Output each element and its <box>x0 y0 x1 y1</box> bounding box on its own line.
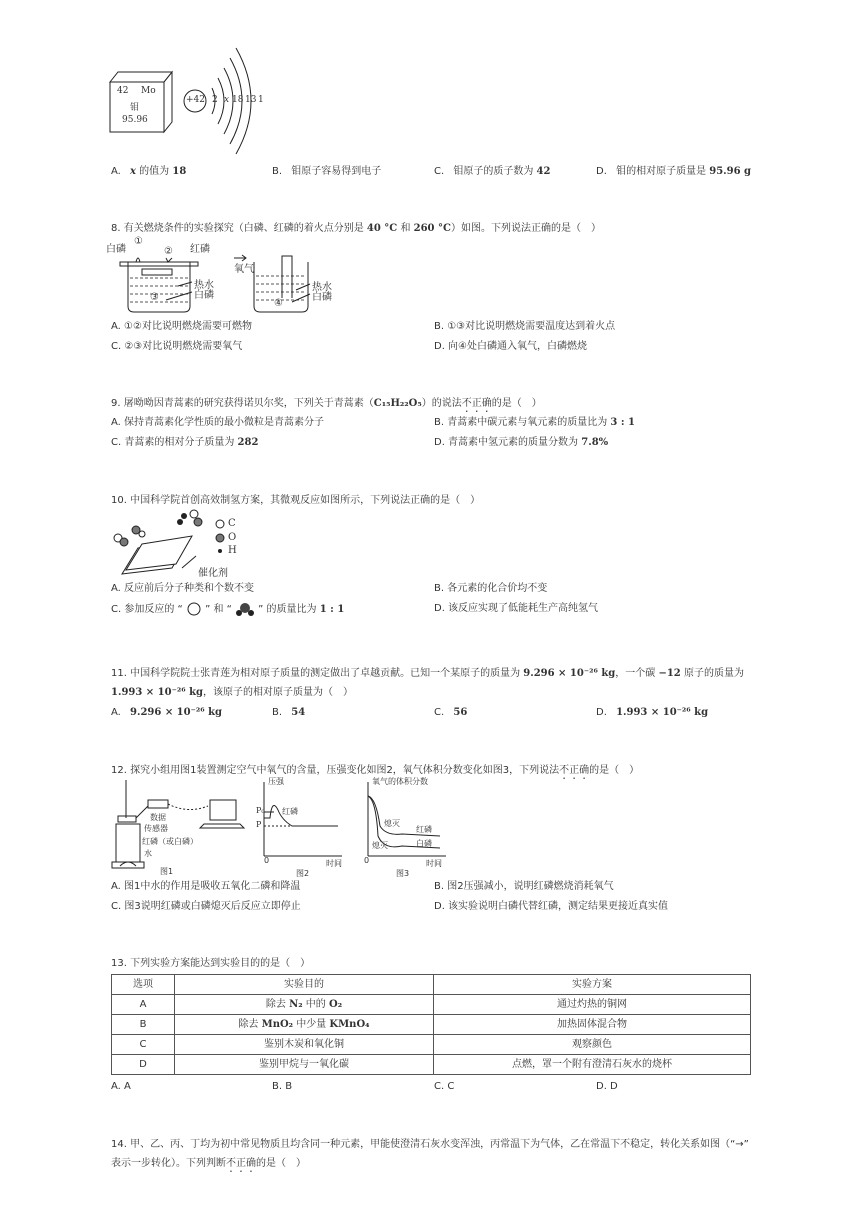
table-cell-plan: 点燃，罩一个附有澄清石灰水的烧杯 <box>434 1055 751 1075</box>
q12-option-a[interactable]: A. 图1中水的作用是吸收五氧化二磷和降温 <box>111 881 301 892</box>
q14-stem-line1: 14. 甲、乙、丙、丁均为初中常见物质且均含同一种元素，甲能使澄清石灰水变浑浊，丙常温下为气体，乙在常温下不稳定，转化关系如图（“→” <box>111 1139 749 1150</box>
q12-fig3-origin: 0 <box>364 856 370 865</box>
q11-stem-line1: 11. 中国科学院院士张青莲为相对原子质量的测定做出了卓越贡献。已知一个某原子的质量为 9.296 × 10⁻²⁶ kg，一个碳 −12 原子的质量为 <box>111 668 744 679</box>
q12-option-c[interactable]: C. 图3说明红磷或白磷熄灭后反应立即停止 <box>111 901 301 912</box>
q12-fig1-sensor2: 传感器 <box>144 824 168 833</box>
q8-label-white-p2: 白磷 <box>194 290 214 301</box>
q12-fig3-label: 图3 <box>396 869 410 878</box>
q14-stem-line2: 表示一步转化）。下列判断不正确的是（ ） <box>111 1158 306 1169</box>
table-header-option: 选项 <box>112 975 175 995</box>
q11-stem-line2: 1.993 × 10⁻²⁶ kg，该原子的相对原子质量为（ ） <box>111 687 354 698</box>
q10-catalyst-label: 催化剂 <box>198 568 228 579</box>
table-cell-goal: 鉴别木炭和氧化铜 <box>175 1035 434 1055</box>
element-box <box>108 70 171 134</box>
shell-3-count: 18 <box>232 95 244 105</box>
q12-fig2-p0: P₀ <box>256 806 265 815</box>
table-cell-plan: 观察颜色 <box>434 1035 751 1055</box>
q12-fig3-out2: 熄灭 <box>372 841 388 850</box>
q8-label-c4: ④ <box>274 298 283 309</box>
q10-option-a[interactable]: A. 反应前后分子种类和个数不变 <box>111 583 255 594</box>
table-cell-option: D <box>112 1055 175 1075</box>
q12-fig2-origin: 0 <box>264 856 270 865</box>
q8-label-hot-water2: 热水 <box>312 282 332 293</box>
table-header-row <box>112 975 751 995</box>
q12-fig2-ylabel: 压强 <box>268 777 284 786</box>
table-row <box>112 1035 751 1055</box>
q10-legend-c: C <box>228 518 236 529</box>
q12-figure-1 <box>108 778 248 878</box>
q11-option-c[interactable]: C. 56 <box>434 707 468 718</box>
q12-fig2-label: 图2 <box>296 869 310 878</box>
q9-stem: 9. 屠呦呦因青蒿素的研究获得诺贝尔奖，下列关于青蒿素（C₁₅H₂₂O₅）的说法不正确的是（ ） <box>111 398 542 409</box>
q10-legend-h: H <box>228 545 237 556</box>
q12-fig2-curve: 红磷 <box>282 807 298 816</box>
q8-option-a[interactable]: A. ①②对比说明燃烧需要可燃物 <box>111 321 252 332</box>
q7-var-x: x <box>130 166 136 177</box>
shell-5-count: 1 <box>258 95 264 105</box>
q12-fig1-red-p: 红磷（或白磷） <box>142 837 198 846</box>
q10-stem: 10. 中国科学院首创高效制氢方案，其微观反应如图所示，下列说法正确的是（ ） <box>111 495 481 506</box>
q11-option-b[interactable]: B. 54 <box>272 707 306 718</box>
q8-option-c[interactable]: C. ②③对比说明燃烧需要氧气 <box>111 341 243 352</box>
q8-label-white-p: 白磷 <box>106 244 126 255</box>
table-row <box>112 995 751 1015</box>
nucleus-charge: +42 <box>186 95 205 105</box>
q11-option-d[interactable]: D. 1.993 × 10⁻²⁶ kg <box>596 707 709 718</box>
q13-stem: 13. 下列实验方案能达到实验目的的是（ ） <box>111 958 311 969</box>
table-cell-plan: 加热固体混合物 <box>434 1015 751 1035</box>
q12-option-b[interactable]: B. 图2压强减小，说明红磷燃烧消耗氧气 <box>434 881 614 892</box>
q9-option-b[interactable]: B. 青蒿素中碳元素与氧元素的质量比为 3 : 1 <box>434 417 635 428</box>
q10-option-d[interactable]: D. 该反应实现了低能耗生产高纯氢气 <box>434 603 599 614</box>
q8-label-oxygen: 氧气 <box>234 264 254 275</box>
q7-option-a[interactable]: A. x 的值为 18 <box>111 166 187 177</box>
q12-fig2-xlabel: 时间 <box>326 859 342 868</box>
q13-option-d[interactable]: D. D <box>596 1081 618 1092</box>
table-cell-plan: 通过灼热的铜网 <box>434 995 751 1015</box>
q12-fig3-white: 白磷 <box>416 839 432 848</box>
q13-table <box>111 974 751 1075</box>
q12-figure-3-oxygen-chart <box>362 776 452 880</box>
shell-1-count: 2 <box>212 95 218 105</box>
q7-option-b[interactable]: B. 钼原子容易得到电子 <box>272 166 382 177</box>
element-number: 42 <box>117 86 129 96</box>
q7-option-d[interactable]: D. 钼的相对原子质量是 95.96 g <box>596 166 752 177</box>
q10-legend-o: O <box>228 532 237 543</box>
q8-figure <box>106 236 346 316</box>
q12-stem: 12. 探究小组用图1装置测定空气中氧气的含量，压强变化如图2，氧气体积分数变化如图3，下列说法不正确的是（ ） <box>111 765 640 776</box>
atom-structure-diagram <box>180 40 270 165</box>
q8-label-white-p3: 白磷 <box>312 292 332 303</box>
q13-option-b[interactable]: B. B <box>272 1081 293 1092</box>
q8-stem: 8. 有关燃烧条件的实验探究（白磷、红磷的着火点分别是 40 °C 和 260 °C）如图。下列说法正确的是（ ） <box>111 223 601 234</box>
q10-option-c[interactable]: C. 参加反应的 “ ” 和 “ ” 的质量比为 1 : 1 <box>111 604 345 615</box>
q9-option-a[interactable]: A. 保持青蒿素化学性质的最小微粒是青蒿素分子 <box>111 417 325 428</box>
q10-figure <box>108 508 248 578</box>
q8-label-hot-water: 热水 <box>194 280 214 291</box>
table-header-goal: 实验目的 <box>175 975 434 995</box>
element-name: 钼 <box>130 103 140 113</box>
q12-fig1-sensor: 数据 <box>150 813 166 822</box>
q7-option-c[interactable]: C. 钼原子的质子数为 42 <box>434 166 551 177</box>
q8-option-d[interactable]: D. 向④处白磷通入氧气，白磷燃烧 <box>434 341 588 352</box>
table-cell-goal: 除去 MnO₂ 中少量 KMnO₄ <box>175 1015 434 1035</box>
q8-label-c3: ③ <box>150 292 159 303</box>
q12-fig3-red: 红磷 <box>416 825 432 834</box>
table-cell-option: C <box>112 1035 175 1055</box>
q8-option-b[interactable]: B. ①③对比说明燃烧需要温度达到着火点 <box>434 321 616 332</box>
q12-fig3-xlabel: 时间 <box>426 859 442 868</box>
table-cell-option: A <box>112 995 175 1015</box>
q12-fig2-p: P <box>256 820 262 829</box>
q8-label-c2: ② <box>164 246 173 257</box>
element-mass: 95.96 <box>122 115 148 125</box>
table-row <box>112 1055 751 1075</box>
molecule-co-icon <box>186 602 202 616</box>
element-symbol: Mo <box>141 86 156 96</box>
q9-option-c[interactable]: C. 青蒿素的相对分子质量为 282 <box>111 437 259 448</box>
q13-option-c[interactable]: C. C <box>434 1081 455 1092</box>
q8-label-red-p: 红磷 <box>190 244 210 255</box>
q12-figure-2-pressure-chart <box>252 776 348 880</box>
q12-fig3-out1: 熄灭 <box>384 819 400 828</box>
apparatus-icon <box>108 778 248 878</box>
table-row <box>112 1015 751 1035</box>
q12-fig1-water: 水 <box>144 849 152 858</box>
shell-2-count: x <box>224 95 230 105</box>
table-header-plan: 实验方案 <box>434 975 751 995</box>
shell-4-count: 13 <box>245 95 257 105</box>
table-cell-option: B <box>112 1015 175 1035</box>
q8-label-c1: ① <box>134 236 143 247</box>
q9-option-d[interactable]: D. 青蒿素中氢元素的质量分数为 7.8% <box>434 437 609 448</box>
q12-fig3-ylabel: 氧气的体积分数 <box>372 777 428 786</box>
q12-option-d[interactable]: D. 该实验说明白磷代替红磷，测定结果更接近真实值 <box>434 901 669 912</box>
q13-option-a[interactable]: A. A <box>111 1081 131 1092</box>
q12-fig1-label: 图1 <box>160 867 174 876</box>
q11-option-a[interactable]: A. 9.296 × 10⁻²⁶ kg <box>111 707 223 718</box>
beaker-experiment-icon <box>106 236 346 316</box>
q10-option-b[interactable]: B. 各元素的化合价均不变 <box>434 583 548 594</box>
table-cell-goal: 鉴别甲烷与一氧化碳 <box>175 1055 434 1075</box>
molecule-h2o-icon <box>235 602 255 616</box>
table-cell-goal: 除去 N₂ 中的 O₂ <box>175 995 434 1015</box>
